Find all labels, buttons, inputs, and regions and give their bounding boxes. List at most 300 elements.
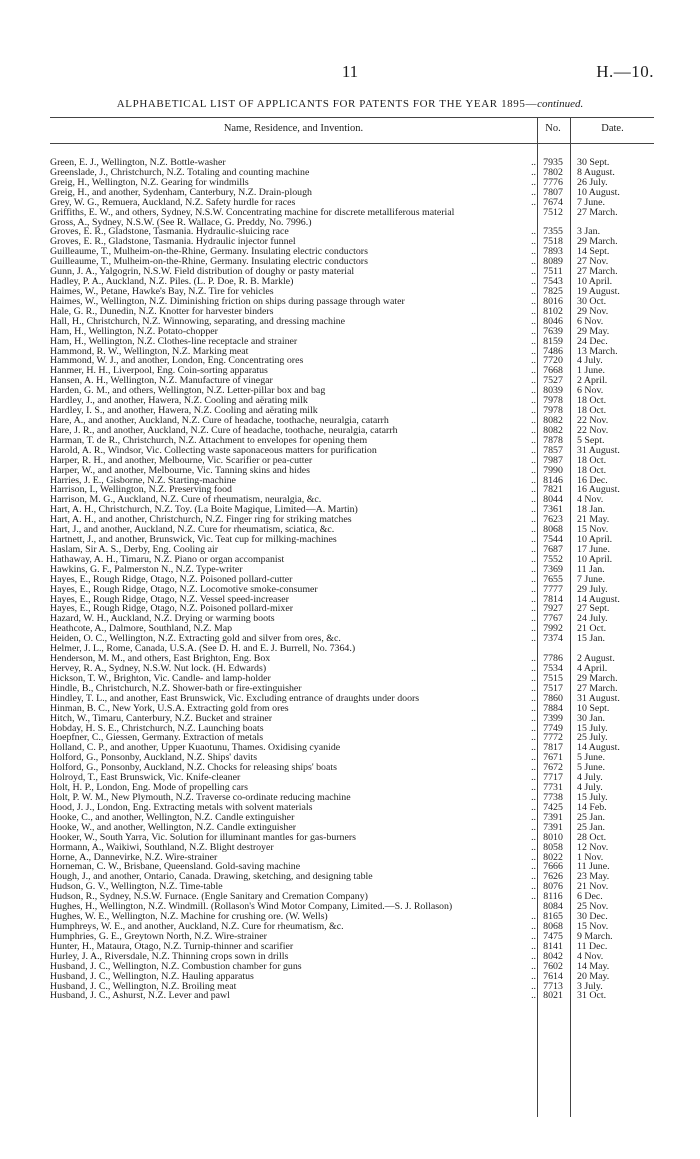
patent-number: 7391 — [543, 811, 563, 823]
patent-number: 7893 — [543, 246, 563, 258]
leader-dots: .. — [531, 434, 536, 446]
list-item — [50, 634, 654, 644]
leader-dots: .. — [531, 960, 536, 972]
leader-dots: .. — [531, 335, 536, 347]
patent-number: 7355 — [543, 226, 563, 238]
list-item — [50, 237, 654, 247]
application-date: 25 Jan. — [577, 811, 605, 823]
patent-number: 7511 — [543, 266, 563, 278]
patent-number: 7786 — [543, 653, 563, 665]
applicant-entry-text: Hughes, H., Wellington, N.Z. Windmill. (Rollason's Wind Motor Company, Limited.—S. J. Rollason) — [50, 901, 453, 913]
patent-number: 7672 — [543, 762, 563, 774]
list-item — [50, 982, 654, 992]
list-item — [50, 654, 654, 664]
patent-number: 7814 — [543, 593, 563, 605]
patent-number: 7369 — [543, 563, 563, 575]
applicant-entry-text: Hardley, I. S., and another, Hawera, N.Z. Cooling and aërating milk — [50, 406, 318, 416]
patent-number: 7990 — [543, 464, 563, 476]
application-date: 29 July. — [577, 583, 608, 595]
patent-number: 7674 — [543, 196, 563, 208]
application-date: 4 Nov. — [577, 494, 604, 506]
leader-dots: .. — [531, 395, 536, 407]
leader-dots: .. — [531, 563, 536, 575]
patent-number: 7992 — [543, 623, 563, 635]
list-item — [50, 158, 654, 168]
leader-dots: .. — [531, 861, 536, 873]
application-date: 27 March. — [577, 682, 618, 694]
leader-dots: .. — [531, 573, 536, 585]
patent-number: 8039 — [543, 385, 563, 397]
leader-dots: .. — [531, 514, 536, 526]
list-item — [50, 853, 654, 863]
patent-number: 8016 — [543, 295, 563, 307]
leader-dots: .. — [531, 543, 536, 555]
leader-dots: .. — [531, 345, 536, 357]
list-item — [50, 426, 654, 436]
application-date: 6 Nov. — [577, 385, 604, 397]
list-item — [50, 495, 654, 505]
application-date: 12 Nov. — [577, 841, 609, 853]
leader-dots: .. — [531, 196, 536, 208]
applicant-entry-text: Grey, W. G., Remuera, Auckland, N.Z. Safety hurdle for races — [50, 197, 296, 208]
application-date: 23 May. — [577, 871, 610, 883]
application-date: 13 March. — [577, 345, 618, 357]
applicant-entry-text: Hathaway, A. H., Timaru, N.Z. Piano or organ accompanist — [50, 554, 285, 565]
patent-number: 7720 — [543, 355, 563, 367]
list-item — [50, 932, 654, 942]
patent-number: 8102 — [543, 305, 563, 317]
application-date: 22 Nov. — [577, 424, 609, 436]
leader-dots: .. — [531, 752, 536, 764]
leader-dots: .. — [531, 494, 536, 506]
leader-dots: .. — [531, 792, 536, 803]
patent-number: 7391 — [543, 821, 563, 833]
application-date: 7 June. — [577, 196, 605, 208]
list-item — [50, 972, 654, 982]
patent-number: 8141 — [543, 940, 563, 952]
applicant-entry-text: Harries, J. E., Gisborne, N.Z. Starting-machine — [50, 475, 236, 486]
list-item — [50, 416, 654, 426]
application-date: 18 Oct. — [577, 405, 607, 417]
patent-number: 7927 — [543, 603, 563, 615]
applicant-entry-text: Heathcote, A., Dalmore, Southland, N.Z. Map — [50, 624, 233, 635]
applicant-entry-text: Hoepfner, C., Giessen, Germany. Extraction of metals — [50, 733, 264, 744]
patent-number: 7802 — [543, 166, 563, 178]
leader-dots: .. — [531, 246, 536, 258]
application-date: 5 June. — [577, 752, 605, 764]
application-date: 15 Jan. — [577, 633, 605, 645]
application-date: 14 August. — [577, 742, 620, 754]
list-item — [50, 257, 654, 267]
list-item — [50, 337, 654, 347]
applicant-entry-text: Hayes, E., Rough Ridge, Otago, N.Z. Poisoned pollard-cutter — [50, 574, 293, 585]
list-item — [50, 833, 654, 843]
patent-number: 8068 — [543, 920, 563, 932]
leader-dots: .. — [531, 226, 536, 238]
application-date: 25 Nov. — [577, 901, 609, 913]
list-item — [50, 247, 654, 257]
patent-number: 8044 — [543, 494, 563, 506]
application-date: 4 April. — [577, 663, 608, 675]
leader-dots: .. — [531, 633, 536, 645]
application-date: 5 Sept. — [577, 434, 605, 446]
patent-number: 7544 — [543, 534, 563, 546]
leader-dots: .. — [531, 920, 536, 932]
list-item — [50, 724, 654, 734]
patent-number: 7361 — [543, 504, 563, 516]
application-date: 26 July. — [577, 176, 608, 188]
applicant-entry-text: Hayes, E., Rough Ridge, Otago, N.Z. Poisoned pollard-mixer — [50, 604, 293, 615]
leader-dots: .. — [531, 355, 536, 367]
list-item — [50, 267, 654, 277]
patent-number: 8021 — [543, 990, 563, 1002]
leader-dots: .. — [531, 722, 536, 734]
list-item — [50, 763, 654, 773]
patent-number: 7602 — [543, 960, 563, 972]
leader-dots: .. — [531, 712, 536, 724]
applicant-entry-text: Hall, H., Christchurch, N.Z. Winnowing, separating, and dressing machine — [50, 316, 346, 327]
list-item — [50, 862, 654, 872]
leader-dots: .. — [531, 266, 536, 278]
application-date: 4 July. — [577, 355, 603, 367]
application-date: 18 Jan. — [577, 504, 605, 516]
patent-number: 7534 — [543, 663, 563, 675]
applicant-entry-text: Haimes, W., Petane, Hawke's Bay, N.Z. Tire for vehicles — [50, 286, 274, 297]
leader-dots: .. — [531, 474, 536, 486]
leader-dots: .. — [531, 940, 536, 952]
application-date: 30 Dec. — [577, 911, 608, 923]
application-date: 29 March. — [577, 236, 618, 248]
list-item — [50, 733, 654, 743]
leader-dots: .. — [531, 702, 536, 714]
leader-dots: .. — [531, 881, 536, 893]
list-item — [50, 376, 654, 386]
applicant-entry-text: Humphries, G. E., Greytown North, N.Z. Wire-strainer — [50, 931, 267, 942]
patent-number: 8022 — [543, 851, 563, 863]
application-date: 4 Nov. — [577, 950, 604, 962]
leader-dots: .. — [531, 166, 536, 178]
application-date: 21 Nov. — [577, 881, 609, 893]
leader-dots: .. — [531, 603, 536, 615]
applicant-entry-text: Harold, A. R., Windsor, Vic. Collecting waste saponaceous matters for purification — [50, 445, 377, 456]
leader-dots: .. — [531, 970, 536, 982]
applicant-entry-text: Hawkins, G. F., Palmerston N., N.Z. Type-writer — [50, 564, 243, 575]
leader-dots: .. — [531, 276, 536, 288]
list-item — [50, 188, 654, 198]
patent-number: 7486 — [543, 345, 563, 357]
patent-number: 7731 — [543, 782, 563, 794]
leader-dots: .. — [531, 385, 536, 397]
applicant-entry-text: Groves, E. R., Gladstone, Tasmania. Hydraulic-sluicing race — [50, 227, 289, 238]
list-item — [50, 823, 654, 833]
applicant-entry-text: Hughes, W. E., Wellington, N.Z. Machine for crushing ore. (W. Wells) — [50, 912, 328, 922]
applicant-entry-text: Hindle, B., Christchurch, N.Z. Shower-bath or fire-extinguisher — [50, 683, 302, 694]
applicant-entry-text: Husband, J. C., Wellington, N.Z. Hauling apparatus — [50, 971, 254, 982]
list-item — [50, 843, 654, 853]
list-item — [50, 366, 654, 376]
list-item — [50, 674, 654, 684]
application-date: 2 April. — [577, 375, 608, 387]
page-number: 11 — [341, 62, 359, 81]
list-item — [50, 515, 654, 525]
application-date: 9 March. — [577, 930, 613, 942]
application-date: 10 April. — [577, 276, 613, 288]
leader-dots: .. — [531, 553, 536, 565]
application-date: 8 August. — [577, 166, 615, 178]
list-item — [50, 178, 654, 188]
list-item — [50, 396, 654, 406]
leader-dots: .. — [531, 534, 536, 546]
list-item — [50, 872, 654, 882]
list-item — [50, 525, 654, 535]
patent-number: 8084 — [543, 901, 563, 913]
application-date: 18 Oct. — [577, 464, 607, 476]
application-date: 30 Jan. — [577, 712, 605, 724]
list-item — [50, 317, 654, 327]
application-date: 11 Dec. — [577, 940, 608, 952]
list-item — [50, 694, 654, 704]
page-title — [0, 98, 700, 110]
patent-number: 8116 — [543, 891, 563, 903]
application-date: 29 May. — [577, 325, 610, 337]
patent-number: 7517 — [543, 682, 563, 694]
list-item — [50, 585, 654, 595]
applicant-entry-text: Greenslade, J., Christchurch, N.Z. Totaling and counting machine — [50, 167, 310, 178]
list-item — [50, 218, 654, 228]
applicant-entry-text: Hart, A. H., and another, Christchurch, N.Z. Finger ring for striking matches — [50, 515, 352, 526]
leader-dots: .. — [531, 375, 536, 387]
leader-dots: .. — [531, 365, 536, 377]
leader-dots: .. — [531, 891, 536, 903]
application-date: 29 Nov. — [577, 305, 609, 317]
list-item — [50, 743, 654, 753]
applicant-entry-text: Holford, G., Ponsonby, Auckland, N.Z. Ships' davits — [50, 753, 258, 764]
application-date: 10 August. — [577, 186, 620, 198]
application-date: 14 Sept. — [577, 246, 610, 258]
leader-dots: .. — [531, 911, 536, 923]
patent-number: 7713 — [543, 980, 563, 992]
application-date: 31 August. — [577, 444, 620, 456]
patent-number: 8146 — [543, 474, 563, 486]
applicant-entry-text: Husband, J. C., Wellington, N.Z. Combustion chamber for guns — [50, 961, 302, 972]
applicant-entry-text: Hinman, B. C., New York, U.S.A. Extracting gold from ores — [50, 703, 289, 714]
patent-number: 7515 — [543, 672, 563, 684]
application-date: 25 Jan. — [577, 821, 605, 833]
leader-dots: .. — [531, 841, 536, 853]
list-item — [50, 922, 654, 932]
application-date: 3 July. — [577, 980, 603, 992]
application-date: 14 Feb. — [577, 801, 607, 813]
patent-number: 7738 — [543, 792, 563, 803]
applicant-entry-text: Guilleaume, T., Mulheim-on-the-Rhine, Germany. Insulating electric conductors — [50, 247, 368, 258]
list-item — [50, 466, 654, 476]
applicant-entry-text: Hart, J., and another, Auckland, N.Z. Cure for rheumatism, sciatica, &c. — [50, 525, 335, 536]
patent-number: 7475 — [543, 930, 563, 942]
list-item — [50, 753, 654, 763]
list-item — [50, 535, 654, 545]
list-item — [50, 624, 654, 634]
list-item — [50, 436, 654, 446]
applicant-entry-text: Hooke, C., and another, Wellington, N.Z. Candle extinguisher — [50, 812, 295, 823]
applicant-entry-text: Hooker, W., South Yarra, Vic. Solution for illuminant mantles for gas-burners — [50, 832, 357, 843]
leader-dots: .. — [531, 950, 536, 962]
patent-number: 7817 — [543, 742, 563, 754]
list-item — [50, 446, 654, 456]
applicant-entry-text: Horneman, C. W., Brisbane, Queensland. Gold-saving machine — [50, 862, 301, 873]
list-item — [50, 208, 654, 218]
leader-dots: .. — [531, 980, 536, 992]
leader-dots: .. — [531, 464, 536, 476]
list-item — [50, 277, 654, 287]
applicant-entry-text: Hunter, H., Mataura, Otago, N.Z. Turnip-thinner and scarifier — [50, 941, 294, 952]
patent-number: 7399 — [543, 712, 563, 724]
applicant-entry-text: Greig, H., Wellington, N.Z. Gearing for windmills — [50, 177, 249, 188]
leader-dots: .. — [531, 990, 536, 1002]
applicant-entry-text: Hammond, R. W., Wellington, N.Z. Marking meat — [50, 346, 249, 357]
leader-dots: .. — [531, 405, 536, 417]
applicant-entry-text: Hobday, H. S. E., Christchurch, N.Z. Launching boats — [50, 723, 264, 734]
applicant-entry-text: Hudson, G. V., Wellington, N.Z. Time-table — [50, 882, 223, 893]
list-item — [50, 307, 654, 317]
application-date: 10 April. — [577, 534, 613, 546]
applicant-entry-text: Helmer, J. L., Rome, Canada, U.S.A. (See D. H. and E. J. Burrell, No. 7364.) — [50, 644, 356, 655]
patent-number: 7527 — [543, 375, 563, 387]
application-date: 4 July. — [577, 782, 603, 794]
leader-dots: .. — [531, 772, 536, 784]
list-item — [50, 485, 654, 495]
application-date: 15 July. — [577, 792, 608, 803]
leader-dots: .. — [531, 285, 536, 297]
column-header-date: Date. — [601, 123, 624, 134]
list-item — [50, 912, 654, 922]
list-item — [50, 664, 654, 674]
list-item — [50, 882, 654, 892]
table-top-rule — [50, 117, 654, 118]
application-date: 11 June. — [577, 861, 610, 873]
applicant-entry-text: Hitch, W., Timaru, Canterbury, N.Z. Bucket and strainer — [50, 713, 273, 724]
title-main: ALPHABETICAL LIST OF APPLICANTS FOR PATENTS FOR THE YEAR 1895— — [116, 98, 538, 110]
patent-number: 8042 — [543, 950, 563, 962]
list-item — [50, 386, 654, 396]
patent-number: 8076 — [543, 881, 563, 893]
list-item — [50, 356, 654, 366]
leader-dots: .. — [531, 801, 536, 813]
leader-dots: .. — [531, 236, 536, 248]
applicant-entry-text: Hartnett, J., and another, Brunswick, Vic. Teat cup for milking-machines — [50, 535, 337, 545]
list-item — [50, 555, 654, 565]
applicant-entry-text: Husband, J. C., Wellington, N.Z. Broiling meat — [50, 981, 237, 992]
patent-number: 7935 — [543, 157, 563, 168]
list-item — [50, 773, 654, 783]
list-item — [50, 803, 654, 813]
applicant-entry-text: Hayes, E., Rough Ridge, Otago, N.Z. Vessel speed-increaser — [50, 594, 289, 605]
patent-number: 7821 — [543, 484, 563, 496]
application-date: 20 May. — [577, 970, 610, 982]
patent-number: 7639 — [543, 325, 563, 337]
application-date: 18 Oct. — [577, 395, 607, 407]
leader-dots: .. — [531, 782, 536, 794]
patent-number: 7987 — [543, 454, 563, 466]
leader-dots: .. — [531, 663, 536, 675]
list-item — [50, 962, 654, 972]
applicant-entry-text: Ham, H., Wellington, N.Z. Potato-chopper — [50, 326, 218, 337]
patent-number: 8046 — [543, 315, 563, 327]
application-date: 15 Nov. — [577, 524, 609, 536]
patent-number: 7749 — [543, 722, 563, 734]
patent-number: 7425 — [543, 801, 563, 813]
leader-dots: .. — [531, 524, 536, 536]
applicant-entry-text: Hammond, W. J., and another, London, Eng. Concentrating ores — [50, 356, 304, 367]
applicant-entry-text: Griffiths, E. W., and others, Sydney, N.S.W. Concentrating machine for discrete metalliferous material — [50, 206, 455, 218]
leader-dots: .. — [531, 504, 536, 516]
list-item — [50, 595, 654, 605]
application-date: 30 Oct. — [577, 295, 607, 307]
leader-dots: .. — [531, 454, 536, 466]
applicant-entry-text: Hale, G. R., Dunedin, N.Z. Knotter for harvester binders — [50, 306, 274, 317]
application-date: 4 July. — [577, 772, 603, 784]
applicant-entry-text: Hervey, R. A., Sydney, N.S.W. Nut lock. (H. Edwards) — [50, 664, 267, 674]
patent-number: 7857 — [543, 444, 563, 456]
leader-dots: .. — [531, 682, 536, 694]
application-date: 10 Sept. — [577, 702, 610, 714]
list-item — [50, 604, 654, 614]
applicant-entry-text: Gunn, J. A., Yalgogrin, N.S.W. Field distribution of doughy or pasty material — [50, 267, 355, 278]
leader-dots: .. — [531, 623, 536, 635]
application-date: 21 May. — [577, 514, 610, 526]
applicant-entry-text: Hayes, E., Rough Ridge, Otago, N.Z. Locomotive smoke-consumer — [50, 584, 318, 595]
patent-number: 7623 — [543, 514, 563, 526]
applicant-entry-text: Holroyd, T., East Brunswick, Vic. Knife-cleaner — [50, 773, 241, 784]
leader-dots: .. — [531, 613, 536, 625]
applicant-entry-text: Harden, G. M., and others, Wellington, N.Z. Letter-pillar box and bag — [50, 386, 326, 397]
list-item — [50, 456, 654, 466]
applicant-entry-text: Hazard, W. H., Auckland, N.Z. Drying or warming boots — [50, 614, 275, 625]
list-item — [50, 287, 654, 297]
application-date: 22 Nov. — [577, 414, 609, 426]
application-date: 28 Oct. — [577, 831, 607, 843]
patent-number: 8082 — [543, 424, 563, 436]
patent-number: 7655 — [543, 573, 563, 585]
leader-dots: .. — [531, 930, 536, 942]
application-date: 21 Oct. — [577, 623, 607, 635]
patent-number: 7374 — [543, 633, 563, 645]
application-date: 19 August. — [577, 285, 620, 297]
applicant-entry-text: Humphreys, W. E., and another, Auckland, N.Z. Cure for rheumatism, &c. — [50, 921, 344, 932]
applicant-entry-text: Harman, T. de R., Christchurch, N.Z. Attachment to envelopes for opening them — [50, 435, 368, 446]
patent-number: 7687 — [543, 543, 563, 555]
applicant-entry-text: Hanmer, H. H., Liverpool, Eng. Coin-sorting apparatus — [50, 366, 268, 377]
applicant-entry-text: Harrison, I., Wellington, N.Z. Preserving food — [50, 485, 232, 496]
patent-number: 8082 — [543, 414, 563, 426]
applicant-entry-text: Hooke, W., and another, Wellington, N.Z. Candle extinguisher — [50, 822, 297, 833]
leader-dots: .. — [531, 325, 536, 337]
patent-number: 7978 — [543, 395, 563, 407]
leader-dots: .. — [531, 672, 536, 684]
patent-number: 7552 — [543, 553, 563, 565]
application-date: 15 Nov. — [577, 920, 609, 932]
leader-dots: .. — [531, 295, 536, 307]
leader-dots: .. — [531, 414, 536, 426]
column-header-no: No. — [545, 123, 561, 134]
applicant-entry-text: Haslam, Sir A. S., Derby, Eng. Cooling air — [50, 544, 219, 555]
list-item — [50, 347, 654, 357]
applicant-entry-text: Henderson, M. M., and others, East Brighton, Eng. Box — [50, 654, 271, 665]
leader-dots: .. — [531, 315, 536, 327]
leader-dots: .. — [531, 732, 536, 744]
list-item — [50, 575, 654, 585]
application-date: 7 June. — [577, 573, 605, 585]
patent-number: 7614 — [543, 970, 563, 982]
